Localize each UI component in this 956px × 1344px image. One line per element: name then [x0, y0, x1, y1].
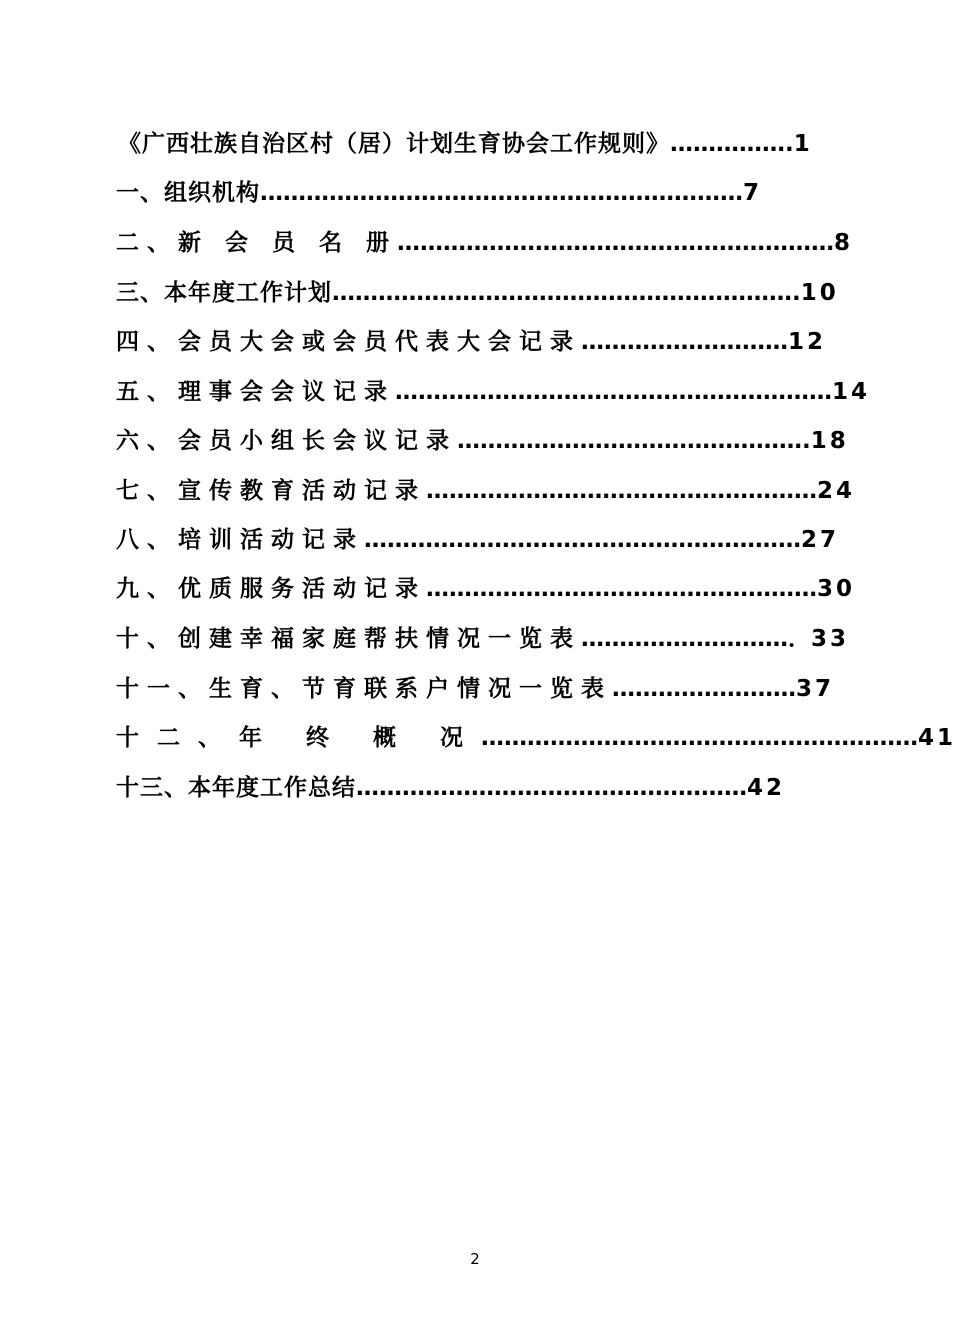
toc-entry-title: 十一、生育、节育联系户情况一览表 [116, 676, 612, 702]
toc-entry-leader: ……………. [670, 131, 794, 157]
toc-entry-title: 《广西壮族自治区村（居）计划生育协会工作规则》 [118, 131, 670, 157]
toc-entry-leader: ………………………． [581, 626, 811, 652]
toc-entry-page: 33 [811, 626, 850, 652]
toc-entry-title: 十二、年 终 概 况 [116, 725, 482, 751]
toc-entry[interactable] [116, 227, 853, 259]
toc-entry[interactable] [116, 177, 762, 209]
toc-entry-leader: …………………………………………… [426, 576, 817, 602]
toc-entry-title: 二、新 会 员 名 册 [116, 230, 398, 256]
toc-entry-leader: …………………… [612, 676, 796, 702]
toc-entry-page: 10 [800, 280, 839, 306]
toc-entry-leader: ……………………………………………………. [332, 280, 801, 306]
toc-entry-leader: ………………………………………………… [364, 527, 801, 553]
toc-entry-page: 8 [834, 230, 854, 256]
toc-entry-page: 12 [788, 329, 827, 355]
toc-entry-page: 18 [810, 428, 849, 454]
toc-entry[interactable] [116, 722, 956, 754]
toc-entry[interactable] [116, 524, 839, 556]
toc-entry-title: 四、会员大会或会员代表大会记录 [116, 329, 581, 355]
toc-entry-title: 八、培训活动记录 [116, 527, 364, 553]
toc-entry-leader: ……………………………………………………… [260, 180, 743, 206]
toc-entry[interactable] [116, 425, 849, 457]
toc-entry-leader: ………………………………………. [457, 428, 811, 454]
toc-entry[interactable] [116, 772, 785, 804]
toc-entry-title: 一、组织机构 [116, 180, 260, 206]
toc-entry-leader: ………………………………………………… [397, 230, 835, 256]
toc-entry[interactable] [118, 128, 813, 160]
toc-entry-leader: ………………………………………………… [395, 379, 832, 405]
toc-entry[interactable] [116, 475, 855, 507]
toc-entry-leader: …………………………………………… [426, 478, 817, 504]
toc-entry-title: 十、创建幸福家庭帮扶情况一览表 [116, 626, 581, 652]
toc-entry[interactable] [116, 573, 855, 605]
toc-entry[interactable] [116, 623, 849, 655]
toc-entry-title: 七、宣传教育活动记录 [116, 478, 426, 504]
toc-entry-leader: ………………………………………………… [481, 725, 919, 751]
toc-entry-page: 27 [801, 527, 840, 553]
toc-entry-title: 六、会员小组长会议记录 [116, 428, 457, 454]
page-number: 2 [470, 1250, 480, 1268]
toc-entry-page: 1 [793, 131, 813, 157]
toc-entry-leader: ……………………… [581, 329, 788, 355]
toc-entry-title: 五、理事会会议记录 [116, 379, 395, 405]
toc-entry-page: 41 [918, 725, 956, 751]
toc-entry-title: 九、优质服务活动记录 [116, 576, 426, 602]
toc-entry-page: 37 [796, 676, 835, 702]
toc-entry-page: 42 [747, 775, 786, 801]
toc-entry-page: 14 [832, 379, 871, 405]
toc-entry-page: 7 [743, 180, 763, 206]
toc-entry[interactable] [116, 277, 839, 309]
toc-entry-page: 30 [817, 576, 856, 602]
toc-entry[interactable] [116, 326, 826, 358]
toc-entry-page: 24 [817, 478, 856, 504]
toc-entry-title: 三、本年度工作计划 [116, 280, 332, 306]
toc-entry[interactable] [116, 673, 834, 705]
toc-entry-title: 十三、本年度工作总结 [116, 775, 356, 801]
toc-entry[interactable] [116, 376, 870, 408]
toc-entry-leader: …………………………………………… [356, 775, 747, 801]
